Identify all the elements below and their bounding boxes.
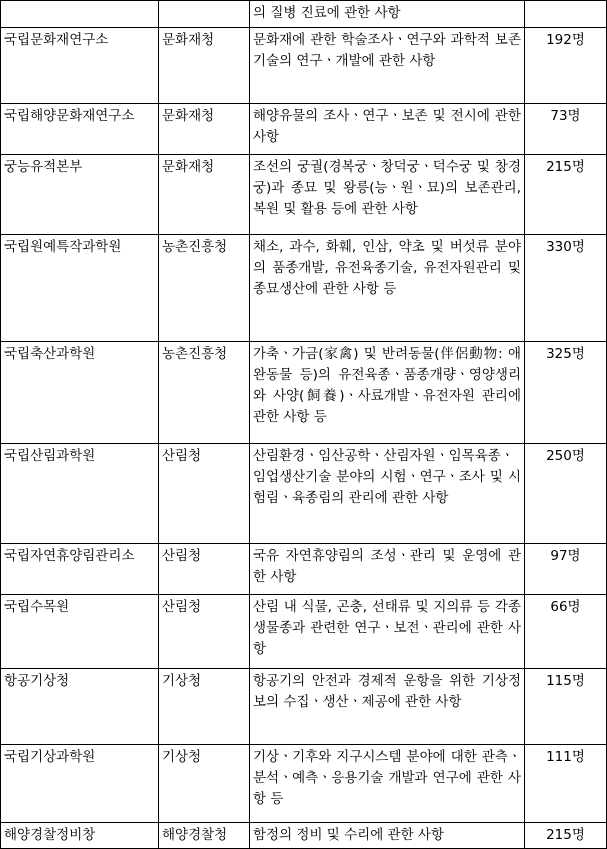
staff-count-cell: 325명 xyxy=(525,342,607,444)
duty-cell: 국유 자연휴양림의 조성ㆍ관리 및 운영에 관한 사항 xyxy=(250,544,525,595)
org-name-cell: 국립산림과학원 xyxy=(1,444,159,544)
duty-cell: 기상ㆍ기후와 지구시스템 분야에 대한 관측ㆍ분석ㆍ예측ㆍ응용기술 개발과 연구에 관한 사항 등 xyxy=(250,745,525,823)
org-name-cell: 국립수목원 xyxy=(1,595,159,669)
table-row xyxy=(1,104,607,155)
parent-agency-cell: 농촌진흥청 xyxy=(159,342,250,444)
duty-cell: 의 질병 진료에 관한 사항 xyxy=(250,1,525,28)
staff-count-cell: 250명 xyxy=(525,444,607,544)
parent-agency-cell: 산림청 xyxy=(159,595,250,669)
table-row xyxy=(1,155,607,235)
table-row xyxy=(1,1,607,28)
staff-count-cell xyxy=(525,1,607,28)
table-row xyxy=(1,745,607,823)
org-name-cell: 국립기상과학원 xyxy=(1,745,159,823)
duty-cell: 가축ㆍ가금(家禽) 및 반려동물(伴侶動物: 애완동물 등)의 유전육종ㆍ품종개량ㆍ영양생리와 사양(飼養)ㆍ사료개발ㆍ유전자원 관리에 관한 사항 등 xyxy=(250,342,525,444)
table-row xyxy=(1,28,607,104)
staff-count-cell: 66명 xyxy=(525,595,607,669)
staff-count-cell: 73명 xyxy=(525,104,607,155)
table-row xyxy=(1,669,607,745)
org-name-cell: 국립문화재연구소 xyxy=(1,28,159,104)
duty-cell: 채소, 과수, 화훼, 인삼, 약초 및 버섯류 분야의 품종개발, 유전육종기술, 유전자원관리 및 종묘생산에 관한 사항 등 xyxy=(250,235,525,342)
parent-agency-cell xyxy=(159,1,250,28)
table-row xyxy=(1,342,607,444)
table-row xyxy=(1,544,607,595)
org-name-cell: 항공기상청 xyxy=(1,669,159,745)
staff-count-cell: 97명 xyxy=(525,544,607,595)
org-name-cell: 국립축산과학원 xyxy=(1,342,159,444)
table-row xyxy=(1,823,607,849)
table-row xyxy=(1,235,607,342)
parent-agency-cell: 문화재청 xyxy=(159,104,250,155)
table-row xyxy=(1,595,607,669)
parent-agency-cell: 산림청 xyxy=(159,544,250,595)
duty-cell: 함정의 정비 및 수리에 관한 사항 xyxy=(250,823,525,849)
staff-count-cell: 111명 xyxy=(525,745,607,823)
duty-cell: 해양유물의 조사ㆍ연구ㆍ보존 및 전시에 관한 사항 xyxy=(250,104,525,155)
duty-cell: 산림 내 식물, 곤충, 선태류 및 지의류 등 각종 생물종과 관련한 연구ㆍ보전ㆍ관리에 관한 사항 xyxy=(250,595,525,669)
org-name-cell xyxy=(1,1,159,28)
staff-count-cell: 215명 xyxy=(525,155,607,235)
duty-cell: 산림환경ㆍ임산공학ㆍ산림자원ㆍ임목육종ㆍ임업생산기술 분야의 시험ㆍ연구ㆍ조사 및 시험림ㆍ육종림의 관리에 관한 사항 xyxy=(250,444,525,544)
parent-agency-cell: 기상청 xyxy=(159,669,250,745)
staff-count-cell: 115명 xyxy=(525,669,607,745)
org-name-cell: 국립해양문화재연구소 xyxy=(1,104,159,155)
duty-cell: 조선의 궁궐(경복궁ㆍ창덕궁ㆍ덕수궁 및 창경궁)과 종묘 및 왕릉(능ㆍ원ㆍ묘)의 보존관리, 복원 및 활용 등에 관한 사항 xyxy=(250,155,525,235)
duty-cell: 문화재에 관한 학술조사ㆍ연구와 과학적 보존 기술의 연구ㆍ개발에 관한 사항 xyxy=(250,28,525,104)
parent-agency-cell: 산림청 xyxy=(159,444,250,544)
org-name-cell: 국립자연휴양림관리소 xyxy=(1,544,159,595)
org-name-cell: 궁능유적본부 xyxy=(1,155,159,235)
org-name-cell: 해양경찰정비창 xyxy=(1,823,159,849)
parent-agency-cell: 문화재청 xyxy=(159,28,250,104)
staff-count-cell: 215명 xyxy=(525,823,607,849)
table-row xyxy=(1,444,607,544)
duty-cell: 항공기의 안전과 경제적 운항을 위한 기상정보의 수집ㆍ생산ㆍ제공에 관한 사항 xyxy=(250,669,525,745)
staff-count-cell: 330명 xyxy=(525,235,607,342)
parent-agency-cell: 문화재청 xyxy=(159,155,250,235)
parent-agency-cell: 기상청 xyxy=(159,745,250,823)
parent-agency-cell: 해양경찰청 xyxy=(159,823,250,849)
parent-agency-cell: 농촌진흥청 xyxy=(159,235,250,342)
org-name-cell: 국립원예특작과학원 xyxy=(1,235,159,342)
staff-count-cell: 192명 xyxy=(525,28,607,104)
